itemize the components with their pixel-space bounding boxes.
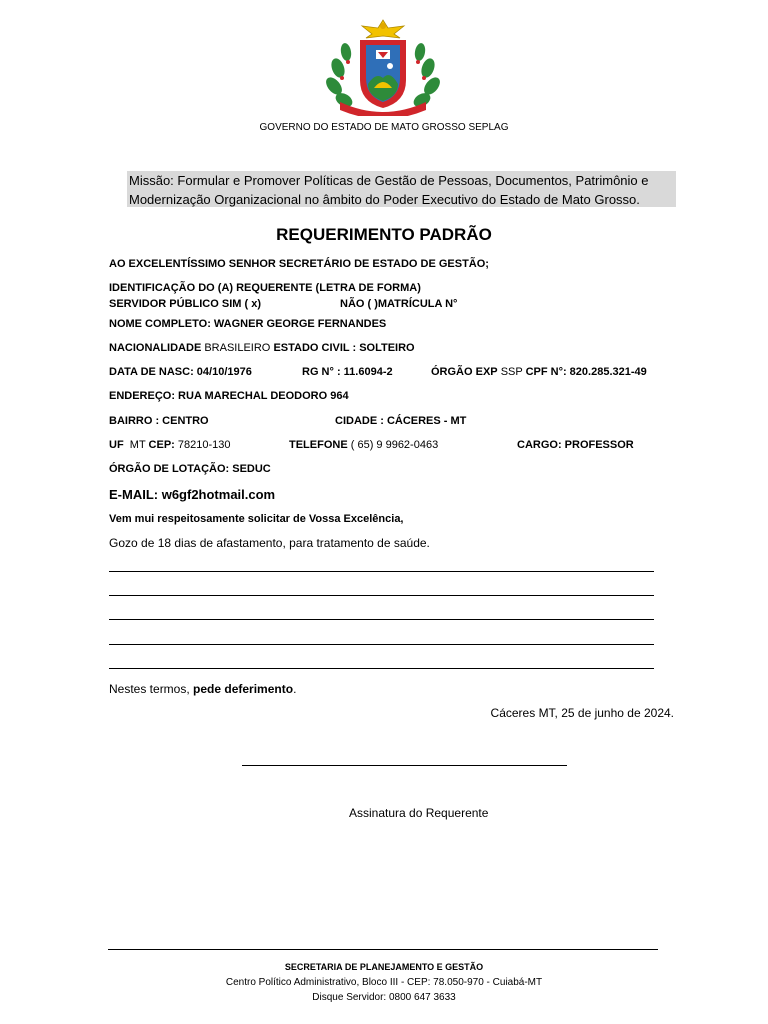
- orgao-cpf-row: [431, 366, 647, 378]
- mission-line-1: Missão: Formular e Promover Políticas de Gestão de Pessoas, Documentos, Patrimônio e: [129, 173, 649, 188]
- closing-suffix: .: [293, 682, 297, 696]
- orgao-exp-label: ÓRGÃO EXP: [431, 366, 498, 378]
- shield-icon: [360, 40, 406, 108]
- government-header: GOVERNO DO ESTADO DE MATO GROSSO SEPLAG: [259, 122, 509, 133]
- eagle-icon: [362, 20, 404, 38]
- blank-line-4: [109, 644, 654, 645]
- identification-heading: IDENTIFICAÇÃO DO (A) REQUERENTE (LETRA DE FORMA): [109, 282, 421, 294]
- uf-label: UF: [109, 439, 124, 451]
- blank-line-3: [109, 619, 654, 620]
- cpf-field: CPF N°: 820.285.321-49: [525, 366, 647, 378]
- cargo-field: CARGO: PROFESSOR: [517, 439, 634, 451]
- nacionalidade-label: NACIONALIDADE: [109, 342, 202, 354]
- blank-line-1: [109, 571, 654, 572]
- state-coat-of-arms-logo: [326, 18, 440, 116]
- telefone-row: [289, 439, 438, 451]
- telefone-value: ( 65) 9 9962-0463: [350, 439, 439, 451]
- blank-line-5: [109, 668, 654, 669]
- lotacao-field: ÓRGÃO DE LOTAÇÃO: SEDUC: [109, 463, 271, 475]
- footer-phone: Disque Servidor: 0800 647 3633: [312, 992, 456, 1003]
- footer-address: Centro Político Administrativo, Bloco III - CEP: 78.050-970 - Cuiabá-MT: [225, 977, 543, 988]
- request-intro: Vem mui respeitosamente solicitar de Vossa Excelência,: [109, 513, 404, 525]
- cep-label: CEP:: [148, 439, 175, 451]
- closing-prefix: Nestes termos,: [109, 682, 194, 696]
- uf-value: MT: [129, 439, 146, 451]
- laurel-left-icon: [326, 42, 355, 109]
- signature-caption: Assinatura do Requerente: [349, 806, 489, 820]
- closing-line: [109, 682, 296, 696]
- mission-box: [127, 171, 676, 207]
- endereco-field: ENDEREÇO: RUA MARECHAL DEODORO 964: [109, 390, 349, 402]
- servidor-field: SERVIDOR PÚBLICO SIM ( x): [109, 298, 261, 310]
- closing-bold: pede deferimento: [193, 682, 294, 696]
- email-field: E-MAIL: w6gf2hotmail.com: [109, 487, 276, 502]
- signature-line: [242, 765, 567, 766]
- rg-field: RG N° : 11.6094-2: [302, 366, 393, 378]
- nome-field: NOME COMPLETO: WAGNER GEORGE FERNANDES: [109, 318, 387, 330]
- form-title: REQUERIMENTO PADRÃO: [276, 225, 492, 244]
- mission-line-2: Modernização Organizacional no âmbito do Poder Executivo do Estado de Mato Grosso.: [129, 192, 640, 207]
- telefone-label: TELEFONE: [289, 439, 348, 451]
- estado-civil-field: ESTADO CIVIL : SOLTEIRO: [273, 342, 415, 354]
- blank-line-2: [109, 595, 654, 596]
- place-date: Cáceres MT, 25 de junho de 2024.: [490, 706, 674, 720]
- data-nasc-field: DATA DE NASC: 04/10/1976: [109, 366, 252, 378]
- cep-value: 78210-130: [177, 439, 231, 451]
- nao-matricula-field: NÃO ( )MATRÍCULA N°: [340, 298, 458, 310]
- laurel-right-icon: [411, 42, 440, 109]
- nacionalidade-row: [109, 342, 415, 354]
- footer-org: SECRETARIA DE PLANEJAMENTO E GESTÃO: [284, 962, 484, 972]
- nacionalidade-value: BRASILEIRO: [204, 342, 271, 354]
- request-text: Gozo de 18 dias de afastamento, para tratamento de saúde.: [109, 536, 430, 550]
- addressee-line: AO EXCELENTÍSSIMO SENHOR SECRETÁRIO DE ESTADO DE GESTÃO;: [109, 258, 489, 270]
- bairro-field: BAIRRO : CENTRO: [109, 415, 209, 427]
- orgao-exp-value: SSP: [500, 366, 523, 378]
- cidade-field: CIDADE : CÁCERES - MT: [335, 415, 467, 427]
- footer-rule: [108, 949, 658, 950]
- uf-cep-row: [109, 439, 231, 451]
